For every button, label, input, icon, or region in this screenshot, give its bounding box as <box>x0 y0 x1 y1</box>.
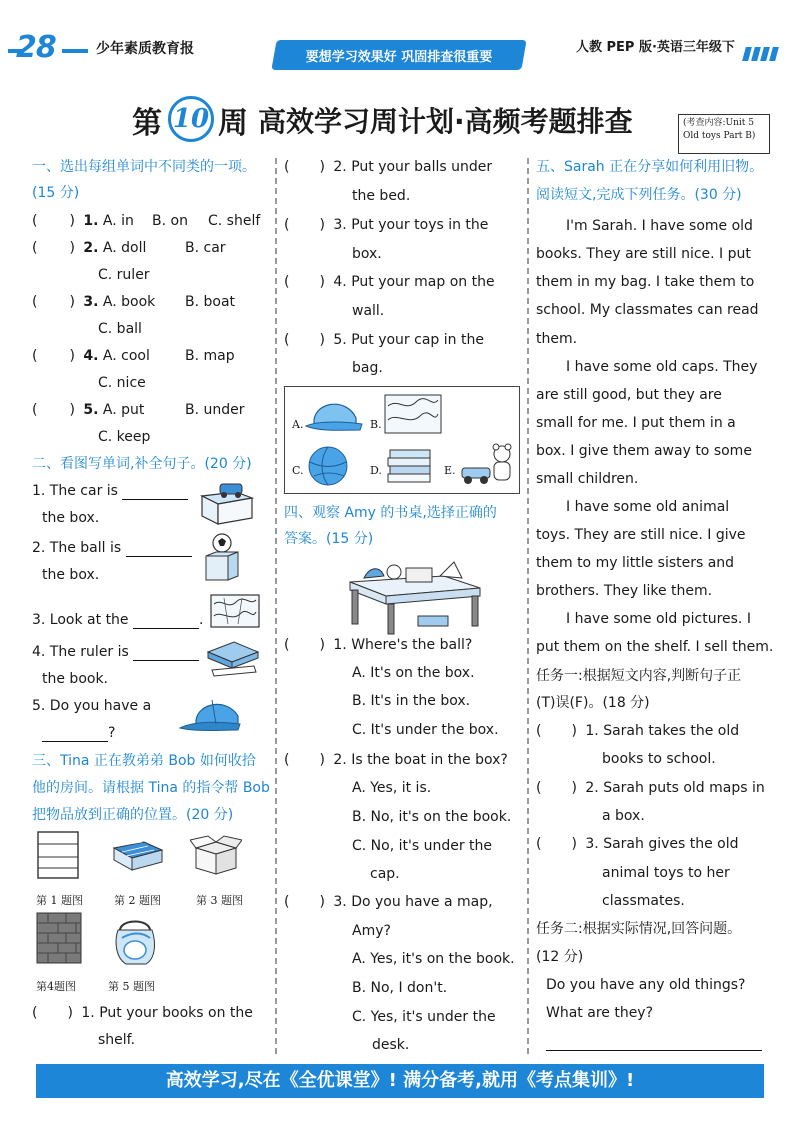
s2-q4-blank[interactable] <box>133 660 199 661</box>
scope-line-2: Old toys Part B) <box>683 131 756 141</box>
s1-q1 <box>32 212 134 230</box>
s2-q3-blank[interactable] <box>133 628 199 629</box>
section3-heading-2: 他的房间。请根据 Tina 的指令帮 Bob <box>32 780 270 796</box>
answer-paren-open: ( <box>32 348 38 364</box>
passage-line: brothers. They like them. <box>536 583 713 599</box>
answer-paren-close: ) <box>69 213 75 229</box>
edition-label: 人教 PEP 版·英语三年级下 <box>576 40 735 55</box>
s4-q1 <box>284 636 472 654</box>
cap-icon <box>176 694 256 742</box>
answer-paren-close: ) <box>319 332 325 348</box>
answer-paren-close: ) <box>319 274 325 290</box>
question-number: 3. <box>83 294 99 310</box>
passage-line: I'm Sarah. I have some old <box>566 218 753 234</box>
s2-q2-line2: the box. <box>42 567 100 583</box>
s4-q1-b: B. It's in the box. <box>352 693 471 709</box>
passage-line: them in my bag. I take them to <box>536 274 755 290</box>
s1-q1-c: C. shelf <box>208 213 261 229</box>
s2-q3-text: 3. Look at the <box>32 612 129 628</box>
page-number-rule-right <box>62 49 88 53</box>
s2-q5-end: ? <box>108 725 116 741</box>
s4-q3 <box>284 893 493 911</box>
t1-q3-cont2: classmates. <box>602 893 685 909</box>
answer-paren-open: ( <box>284 159 290 175</box>
page-number: 28 <box>16 30 56 65</box>
amys-desk-icon <box>344 556 484 636</box>
s3-q4 <box>284 273 495 291</box>
map-icon <box>210 594 260 628</box>
s4-q3-c-cont: desk. <box>372 1037 410 1053</box>
caption-4: 第4题图 <box>36 980 76 993</box>
s2-q4-line2: the book. <box>42 671 109 687</box>
opt-d-label: D. <box>370 464 382 477</box>
section1-heading: 一、选出每组单词中不同类的一项。 <box>32 159 256 175</box>
section3-heading-1: 三、Tina 正在教弟弟 Bob 如何收拾 <box>32 753 256 769</box>
section5-heading-1: 五、Sarah 正在分享如何利用旧物。 <box>536 159 764 175</box>
answer-paren-close: ) <box>319 637 325 653</box>
section4-heading-1: 四、观察 Amy 的书桌,选择正确的 <box>284 505 497 521</box>
caption-2: 第 2 题图 <box>114 894 161 907</box>
passage-line: box. I give them away to some <box>536 443 752 459</box>
passage-line: school. My classmates can read <box>536 302 759 318</box>
s3-q3 <box>284 216 488 234</box>
s1-q3-b: B. boat <box>185 294 236 310</box>
opt-e-label: E. <box>444 464 456 477</box>
stripes-decoration-icon <box>744 46 780 65</box>
caption-1: 第 1 题图 <box>36 894 83 907</box>
s2-q2-text: 2. The ball is <box>32 540 122 556</box>
passage-line: small for me. I put them in a <box>536 415 736 431</box>
s2-q5-blank[interactable] <box>42 741 108 742</box>
answer-paren-open: ( <box>32 213 38 229</box>
section3-heading-3: 把物品放到正确的位置。(20 分) <box>32 807 234 823</box>
s4-q1-a: A. It's on the box. <box>352 665 475 681</box>
answer-paren-open: ( <box>536 780 542 796</box>
task1-heading-1: 任务一:根据短文内容,判断句子正 <box>536 668 742 684</box>
s2-q3 <box>32 611 203 629</box>
passage-line: are still good, but they are <box>536 387 722 403</box>
answer-paren-close: ) <box>69 348 75 364</box>
option-c-ball-icon <box>306 444 350 488</box>
section2-heading: 二、看图写单词,补全句子。(20 分) <box>32 456 252 472</box>
s4-q1-text: 1. Where's the ball? <box>333 637 473 653</box>
title-suffix: 周 <box>218 106 248 141</box>
s2-q4-text: 4. The ruler is <box>32 644 129 660</box>
s1-q5-c: C. keep <box>98 429 151 445</box>
s3-q1 <box>32 1004 253 1022</box>
shelf-icon <box>36 830 80 880</box>
answer-paren-close: ) <box>69 294 75 310</box>
s2-q1-blank[interactable] <box>122 499 188 500</box>
passage-line: I have some old pictures. I <box>566 611 751 627</box>
s3-q5 <box>284 331 484 349</box>
s4-q3-c: C. Yes, it's under the <box>352 1009 496 1025</box>
t1-q3-cont: animal toys to her <box>602 865 730 881</box>
t1-q2 <box>536 779 765 797</box>
opt-c-label: C. <box>292 464 304 477</box>
bed-icon <box>108 832 166 878</box>
page-title: 高效学习周计划·高频考题排查 <box>258 105 633 138</box>
s1-q4-b: B. map <box>185 348 235 364</box>
s2-q1-text: 1. The car is <box>32 483 118 499</box>
answer-paren-open: ( <box>284 637 290 653</box>
scope-box <box>678 114 770 154</box>
wall-icon <box>36 912 82 964</box>
t1-q1-cont: books to school. <box>602 751 716 767</box>
answer-paren-open: ( <box>536 836 542 852</box>
question-number: 1. <box>83 213 99 229</box>
option-b-map-icon <box>384 394 442 434</box>
answer-paren-open: ( <box>32 402 38 418</box>
section1-score: (15 分) <box>32 185 80 201</box>
option-a: A. put <box>102 402 145 418</box>
s3-q5-line2: bag. <box>352 360 383 376</box>
s4-q2-c-cont: cap. <box>370 866 400 882</box>
answer-paren-open: ( <box>284 217 290 233</box>
caption-5: 第 5 题图 <box>108 980 155 993</box>
s1-q4 <box>32 347 150 365</box>
answer-paren-close: ) <box>571 780 577 796</box>
s2-q2 <box>32 539 192 557</box>
s3-q1-text: 1. Put your books on the <box>81 1005 253 1021</box>
s1-q3-c: C. ball <box>98 321 142 337</box>
t2-answer-line[interactable] <box>546 1050 762 1051</box>
answer-paren-close: ) <box>67 1005 73 1021</box>
column-divider-2 <box>527 158 529 1054</box>
s2-q2-blank[interactable] <box>126 556 192 557</box>
answer-paren-open: ( <box>284 274 290 290</box>
question-number: 4. <box>83 348 99 364</box>
week-number-badge: 10 <box>168 96 214 142</box>
t2-question-1: Do you have any old things? <box>546 977 746 993</box>
scope-line-1: (考查内容:Unit 5 <box>683 118 755 128</box>
option-a-cap-icon <box>304 394 366 438</box>
s3-q4-line2: wall. <box>352 303 385 319</box>
s3-q2 <box>284 158 492 176</box>
answer-paren-close: ) <box>319 752 325 768</box>
s1-q5-b: B. under <box>185 402 245 418</box>
t1-q2-cont: a box. <box>602 808 645 824</box>
t1-q3 <box>536 835 739 853</box>
newspaper-brand: 少年素质教育报 <box>96 41 194 57</box>
s4-q3-cont: Amy? <box>352 923 391 939</box>
passage-line: I have some old animal <box>566 499 730 515</box>
t1-q1-text: 1. Sarah takes the old <box>585 723 740 739</box>
answer-paren-open: ( <box>284 332 290 348</box>
answer-paren-close: ) <box>69 240 75 256</box>
bag-icon <box>112 912 158 968</box>
t1-q1 <box>536 722 739 740</box>
s1-q2-b: B. car <box>185 240 226 256</box>
footer-banner: 高效学习,尽在《全优课堂》! 满分备考,就用《考点集训》! <box>36 1064 764 1098</box>
s3-q3-text: 3. Put your toys in the <box>333 217 489 233</box>
s3-q2-line2: the bed. <box>352 188 411 204</box>
answer-paren-close: ) <box>319 217 325 233</box>
s4-q3-b: B. No, I don't. <box>352 980 448 996</box>
section5-heading-2: 阅读短文,完成下列任务。(30 分) <box>536 187 742 203</box>
option-e-toys-icon <box>458 440 518 490</box>
question-number: 5. <box>83 402 99 418</box>
option-a: A. book <box>102 294 156 310</box>
s4-q3-a: A. Yes, it's on the book. <box>352 951 515 967</box>
answer-paren-close: ) <box>319 159 325 175</box>
s2-q1 <box>32 482 188 500</box>
answer-paren-open: ( <box>284 752 290 768</box>
s3-q5-text: 5. Put your cap in the <box>333 332 484 348</box>
task2-heading-1: 任务二:根据实际情况,回答问题。 <box>536 921 742 937</box>
s1-q2 <box>32 239 146 257</box>
s1-q5 <box>32 401 144 419</box>
ball-on-box-icon <box>202 532 242 584</box>
s4-q2 <box>284 751 508 769</box>
s2-q3-end: . <box>199 612 204 628</box>
s3-q1-line2: shelf. <box>98 1032 136 1048</box>
option-a: A. doll <box>102 240 147 256</box>
answer-paren-close: ) <box>571 836 577 852</box>
caption-3: 第 3 题图 <box>196 894 243 907</box>
passage-line: I have some old caps. They <box>566 359 758 375</box>
s3-q4-text: 4. Put your map on the <box>333 274 495 290</box>
passage-line: them to my little sisters and <box>536 555 735 571</box>
answer-paren-close: ) <box>319 894 325 910</box>
s4-q1-c: C. It's under the box. <box>352 722 499 738</box>
s3-q3-line2: box. <box>352 246 382 262</box>
answer-paren-open: ( <box>284 894 290 910</box>
s2-q5: 5. Do you have a <box>32 698 152 714</box>
option-d-books-icon <box>386 446 434 486</box>
passage-line: toys. They are still nice. I give <box>536 527 746 543</box>
opt-b-label: B. <box>370 418 382 431</box>
option-a: A. cool <box>102 348 150 364</box>
t1-q2-text: 2. Sarah puts old maps in <box>585 780 765 796</box>
s1-q1-b: B. on <box>152 213 188 229</box>
question-number: 2. <box>83 240 99 256</box>
answer-paren-close: ) <box>69 402 75 418</box>
car-in-box-icon <box>196 478 258 526</box>
s2-q1-line2: the box. <box>42 510 100 526</box>
answer-paren-open: ( <box>32 1005 38 1021</box>
s4-q2-b: B. No, it's on the book. <box>352 809 512 825</box>
answer-paren-close: ) <box>571 723 577 739</box>
column-divider-1 <box>275 158 277 1054</box>
slogan-text: 要想学习效果好 巩固排查很重要 <box>305 50 493 65</box>
opt-a-label: A. <box>292 418 304 431</box>
section4-heading-2: 答案。(15 分) <box>284 531 374 547</box>
passage-line: small children. <box>536 471 639 487</box>
ruler-under-book-icon <box>204 636 262 680</box>
s2-q4 <box>32 643 199 661</box>
option-a: A. in <box>102 213 134 229</box>
s1-q4-c: C. nice <box>98 375 146 391</box>
passage-line: put them on the shelf. I sell them. <box>536 639 774 655</box>
title-prefix: 第 <box>132 106 162 141</box>
t2-question-2: What are they? <box>546 1005 654 1021</box>
s4-q2-a: A. Yes, it is. <box>352 780 432 796</box>
task2-heading-2: (12 分) <box>536 949 584 965</box>
s1-q3 <box>32 293 155 311</box>
answer-paren-open: ( <box>32 294 38 310</box>
t1-q3-text: 3. Sarah gives the old <box>585 836 739 852</box>
s4-q3-text: 3. Do you have a map, <box>333 894 493 910</box>
s3-q2-text: 2. Put your balls under <box>333 159 493 175</box>
s2-q5-line2 <box>42 724 115 742</box>
box-icon <box>190 834 242 878</box>
task1-heading-2: (T)误(F)。(18 分) <box>536 695 650 711</box>
answer-paren-open: ( <box>536 723 542 739</box>
answer-paren-open: ( <box>32 240 38 256</box>
passage-line: them. <box>536 331 578 347</box>
passage-line: books. They are still nice. I put <box>536 246 751 262</box>
s1-q2-c: C. ruler <box>98 267 150 283</box>
s4-q2-c: C. No, it's under the <box>352 838 493 854</box>
s4-q2-text: 2. Is the boat in the box? <box>333 752 508 768</box>
